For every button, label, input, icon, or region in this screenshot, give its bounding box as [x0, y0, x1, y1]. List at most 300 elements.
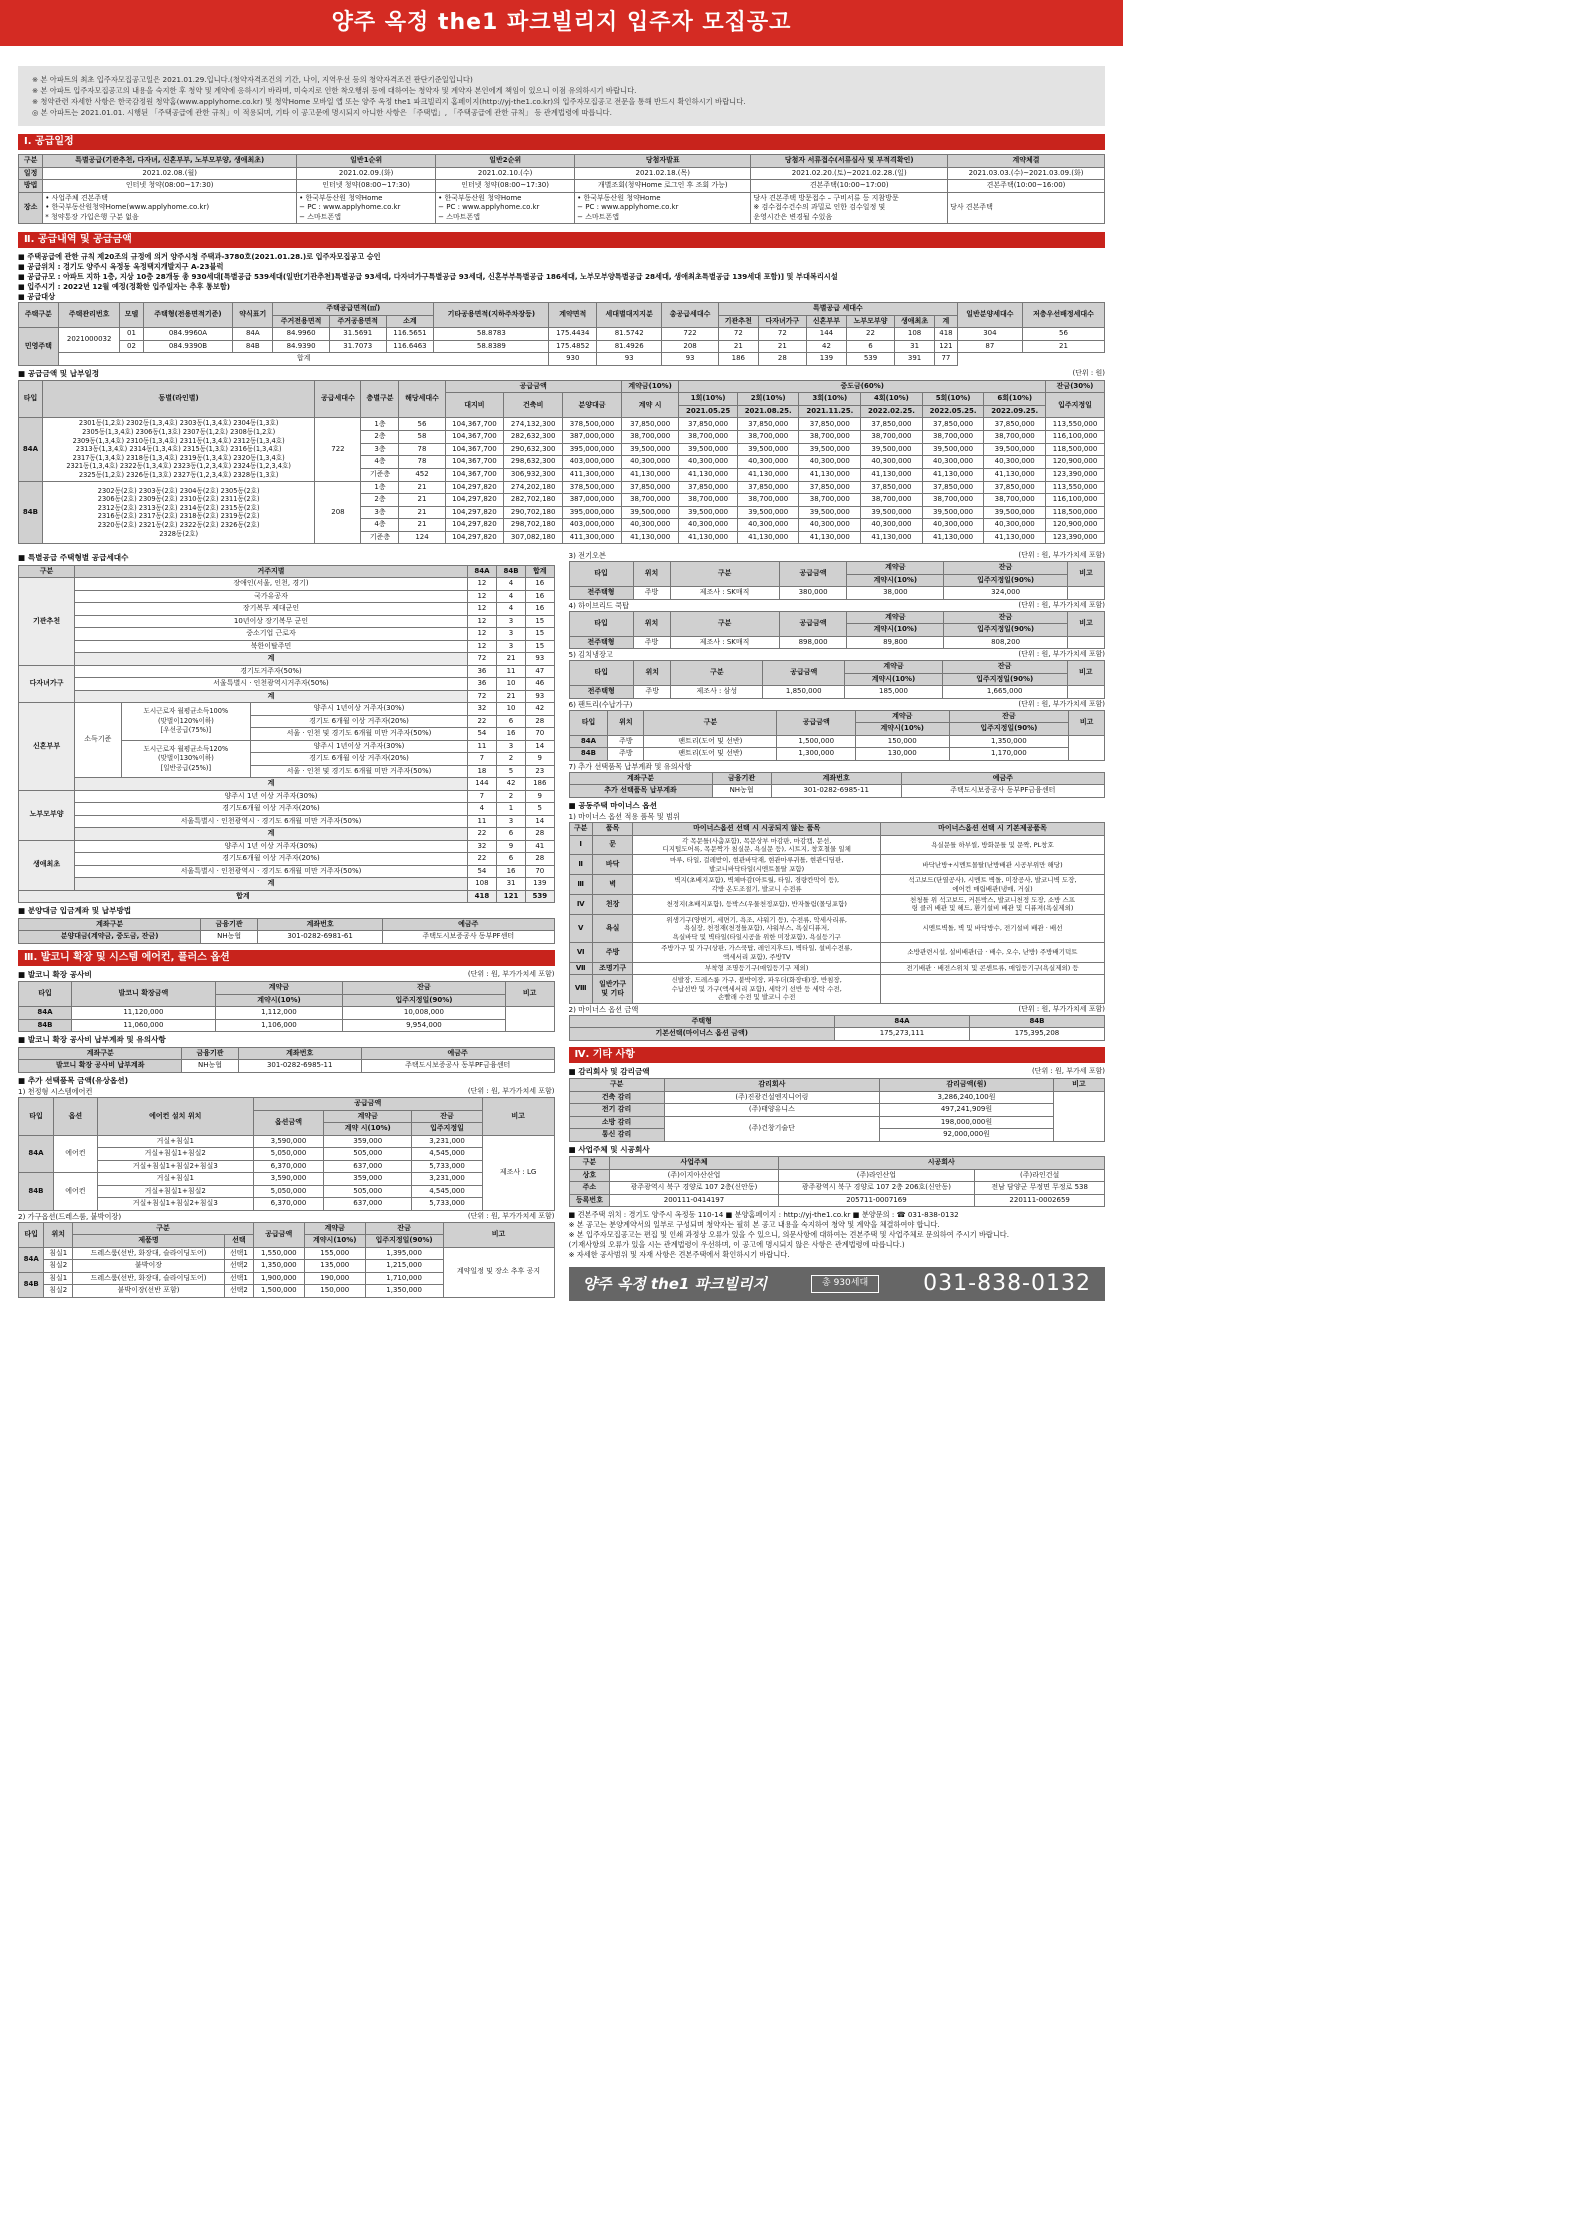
table-cell: 타입	[19, 1098, 54, 1136]
table-cell: (주)건창기술단	[664, 1116, 879, 1141]
table-cell: 084.9960A	[143, 328, 233, 341]
cooktop-title: 4) 하이브리드 쿡탑 (단위 : 원, 부가가치세 포함)	[568, 600, 1105, 610]
table-row	[19, 678, 555, 691]
table-cell: 생애최초	[895, 315, 935, 328]
table-cell: 계약금	[847, 562, 944, 575]
table-cell: 16	[526, 590, 554, 603]
table-cell: NH농협	[201, 931, 258, 944]
table-cell: 41,130,000	[922, 531, 984, 544]
table-cell: 계약시(10%)	[855, 723, 949, 736]
table-row	[569, 855, 1105, 875]
table-row	[569, 1079, 1105, 1092]
table-cell: 대지비	[445, 393, 504, 418]
table-cell: 539	[846, 353, 894, 366]
table-cell: 3,286,240,100원	[880, 1091, 1054, 1104]
table-cell: 301-0282-6985-11	[771, 785, 901, 798]
table-row	[569, 686, 1105, 699]
table-cell: 인터넷 청약(08:00~17:30)	[297, 180, 436, 193]
table-cell: 일반분양세대수	[957, 303, 1022, 328]
table-cell: 72	[467, 653, 496, 666]
aircon-table	[18, 1097, 555, 1211]
table-cell: 입주지정일	[1046, 393, 1105, 418]
table-cell: 1층	[361, 481, 399, 494]
table-cell: 소방관련시설, 설비배관(급 · 배수, 오수, 난방) 주방배기덕트	[881, 943, 1105, 963]
pantry-table	[569, 710, 1106, 761]
table-cell: 비고	[1053, 1079, 1104, 1092]
table-cell: 1층	[361, 418, 399, 431]
table-cell: 70	[526, 728, 554, 741]
table-cell: 301-0282-6981-61	[258, 931, 383, 944]
table-cell: 39,500,000	[679, 506, 737, 519]
table-cell: 모델	[120, 303, 143, 328]
table-cell: 6	[497, 828, 526, 841]
table-cell: 품목	[592, 823, 632, 836]
table-cell	[1067, 636, 1104, 649]
table-cell: 벽지(초배지포함), 벽체마감(아트월, 타일, 경량칸막이 등), 각방 온도조절기, 발코니 수전류	[633, 875, 881, 895]
table-cell: 175.4434	[549, 328, 597, 341]
table-row	[19, 840, 555, 853]
table-cell: 84A	[19, 418, 43, 481]
table-cell: 통신 감리	[569, 1129, 664, 1142]
table-cell: 637,000	[324, 1198, 412, 1211]
table-cell: 21	[758, 340, 806, 353]
phone-number: 031-838-0132	[923, 1271, 1091, 1297]
table-cell: 소계	[386, 315, 434, 328]
table-cell: 구분	[569, 1157, 610, 1170]
table-cell: 공급금액	[445, 380, 621, 393]
table-cell: 팬트리(도어 및 선반)	[644, 748, 777, 761]
table-cell: 41,130,000	[922, 468, 984, 481]
table-cell: 198,000,000원	[880, 1116, 1054, 1129]
table-cell: 2021.02.20.(토)~2021.02.28.(일)	[751, 167, 948, 180]
table-cell: 01	[120, 328, 143, 341]
table-cell: 구분	[644, 710, 777, 735]
table-cell: 거주지별	[75, 565, 468, 578]
table-cell: 39,500,000	[922, 443, 984, 456]
table-cell: 주택공급면적(㎡)	[273, 303, 434, 316]
table-cell: 6	[846, 340, 894, 353]
table-cell: 저층우선배정세대수	[1022, 303, 1104, 328]
table-cell: 인터넷 청약(08:00~17:30)	[436, 180, 575, 193]
table-cell: 주택도시보증공사 동부PF금융센터	[361, 1060, 554, 1073]
table-cell: 개별조회(청약Home 로그인 후 조회 가능)	[575, 180, 751, 193]
table-cell: 306,932,300	[504, 468, 563, 481]
table-cell: 계약금(10%)	[621, 380, 678, 393]
table-cell: 기관추천	[19, 578, 75, 666]
table-row	[19, 653, 555, 666]
table-cell: 위치	[633, 611, 670, 636]
table-cell: 신발장, 드레스룸 가구, 붙박이장, 파우더(화장대)장, 반침장, 수납선반 및 가구(액세서리 포함), 세탁기 선반 등 세탁 수전, 손빨래 수전 및 발코니 수전	[633, 975, 881, 1003]
table-row	[19, 815, 555, 828]
table-cell: 잔금	[944, 562, 1068, 575]
supply-target-table	[18, 302, 1105, 366]
table-cell: 사업주체	[610, 1157, 778, 1170]
table-cell: 282,632,300	[504, 431, 563, 444]
table-cell: 계	[75, 878, 468, 891]
table-cell: 2층	[361, 431, 399, 444]
table-cell: 175,395,208	[969, 1028, 1104, 1041]
table-cell: 290,632,300	[504, 443, 563, 456]
table-cell: 200111-0414197	[610, 1194, 778, 1207]
table-cell: 계약시(10%)	[847, 624, 944, 637]
table-cell: 다자녀가구	[758, 315, 806, 328]
table-cell: 42	[497, 778, 526, 791]
table-row	[569, 975, 1105, 1003]
table-cell: 16	[497, 728, 526, 741]
table-cell: 계약일정 및 장소 추후 공지	[443, 1247, 554, 1297]
table-cell: 계	[75, 778, 468, 791]
table-cell: 2	[497, 790, 526, 803]
option-account-title: 7) 추가 선택품목 납부계좌 및 유의사항	[568, 761, 692, 771]
table-cell: 기타공용면적(지하주차장등)	[434, 303, 549, 328]
table-cell: 22	[467, 853, 496, 866]
table-cell: 290,702,180	[504, 506, 563, 519]
table-cell: 21	[718, 340, 758, 353]
table-cell: 주택형(전용면적기준)	[143, 303, 233, 328]
table-cell: 41,130,000	[799, 531, 861, 544]
table-row	[19, 1185, 555, 1198]
table-cell: 46	[526, 678, 554, 691]
table-cell: 220111-0002659	[975, 1194, 1105, 1207]
table-cell: 208	[315, 481, 361, 544]
table-cell: 31.5691	[329, 328, 386, 341]
balcony-account-table	[18, 1047, 555, 1073]
table-cell: 견본주택(10:00~16:00)	[948, 180, 1105, 193]
table-cell: 118,500,000	[1046, 506, 1105, 519]
table-cell: 합계	[526, 565, 554, 578]
table-cell: 36	[467, 665, 496, 678]
table-row	[569, 611, 1105, 624]
table-cell: 선택2	[224, 1260, 253, 1273]
table-cell: 123,390,000	[1046, 531, 1105, 544]
table-cell: 위생기구(양변기, 세면기, 욕조, 샤워기 등), 수전류, 악세사리류, 욕실장, 천정재(천정틀포함), 샤워부스, 욕실디퓨저, 욕실바닥 및 벽타일(타일시공을 위한 미장포함), 욕실등기구	[633, 914, 881, 942]
table-cell: 36	[467, 678, 496, 691]
table-cell: 116.6463	[386, 340, 434, 353]
table-cell: 418	[935, 328, 958, 341]
table-cell: 천청틀 위 석고보드, 커튼박스, 발코니천정 도장, 소방 스프 링 클러 배관 및 헤드, 환기설비 배관 및 디퓨져(욕실제외)	[881, 895, 1105, 915]
schedule-table	[18, 154, 1105, 224]
table-cell: 석고보드(단열공사), 시멘트 벽돌, 미장공사, 발코니벽 도장, 에어컨 매립배관(냉매, 거실)	[881, 875, 1105, 895]
table-cell: 5회(10%)	[922, 393, 984, 406]
table-cell: 구분	[73, 1222, 254, 1235]
table-cell: 계약금	[324, 1110, 412, 1123]
oven-title: 3) 전기오븐 (단위 : 원, 부가가치세 포함)	[568, 551, 1105, 561]
table-cell: 5,733,000	[412, 1198, 482, 1211]
table-cell: 금융기관	[182, 1047, 238, 1060]
table-cell: 395,000,000	[563, 443, 622, 456]
table-cell: • 사업주체 견본주택 • 한국부동산원청약Home(www.applyhome.co.kr) * 청약통장 가입은행 구분 없음	[43, 192, 297, 224]
table-cell: 서울특별시 · 인천광역시거주자(50%)	[75, 678, 468, 691]
table-cell: 공급금액	[253, 1098, 482, 1111]
table-cell: 41,130,000	[621, 468, 678, 481]
table-cell: 타입	[569, 710, 608, 735]
table-cell: 84A	[233, 328, 273, 341]
table-cell: 비고	[1069, 710, 1105, 735]
table-cell: 전주택형	[569, 686, 634, 699]
section-header-schedule: Ⅰ. 공급일정	[18, 134, 1105, 150]
table-row	[19, 828, 555, 841]
table-cell: 주택도시보증공사 동부PF금융센터	[901, 785, 1104, 798]
table-row	[19, 1148, 555, 1161]
table-cell: 38,700,000	[621, 494, 678, 507]
table-cell: 입주지정일(90%)	[365, 1235, 443, 1248]
table-cell: 2021.03.03.(수)~2021.03.09.(화)	[948, 167, 1105, 180]
table-cell: 광주광역시 북구 경양로 107 2층(신안동)	[610, 1182, 778, 1195]
table-cell: 신혼부부	[19, 703, 75, 791]
table-cell: 298,632,300	[504, 456, 563, 469]
option-title: ■ 추가 선택품목 금액(유상옵션)	[18, 1075, 129, 1085]
table-cell: 1,665,000	[942, 686, 1067, 699]
minus-price-table	[569, 1015, 1106, 1041]
table-cell: 58	[399, 431, 445, 444]
table-cell: 특별공급 세대수	[718, 303, 957, 316]
table-cell: 116.5651	[386, 328, 434, 341]
table-cell: 부착형 조명등기구(매입등기구 제외)	[633, 962, 881, 975]
option-account-table	[569, 772, 1106, 798]
table-cell: 위치	[44, 1222, 73, 1247]
table-cell: • 한국부동산원 청약Home − PC : www.applyhome.co.kr − 스마트폰앱	[297, 192, 436, 224]
table-cell: 계좌번호	[771, 772, 901, 785]
table-cell: 38,700,000	[922, 494, 984, 507]
table-cell: 시멘트벽돌, 벽 및 바닥방수, 전기설비 배관 · 배선	[881, 914, 1105, 942]
table-cell: 천정지(초배지포함), 등박스(우물천정포함), 반자돌림(몰딩포함)	[633, 895, 881, 915]
table-row	[569, 1169, 1105, 1182]
table-cell: 2022.05.25.	[922, 405, 984, 418]
table-cell: 02	[120, 340, 143, 353]
table-cell: 3	[497, 640, 526, 653]
table-cell: 304	[957, 328, 1022, 341]
table-cell: 77	[935, 353, 958, 366]
table-cell: 노부모부양	[19, 790, 75, 840]
table-cell: 계좌구분	[19, 1047, 182, 1060]
table-cell: 378,500,000	[563, 418, 622, 431]
table-cell: 175,273,111	[834, 1028, 969, 1041]
table-cell: 14	[526, 740, 554, 753]
kimchi-table	[569, 660, 1106, 699]
table-cell: 12	[467, 603, 496, 616]
table-cell: 84A	[834, 1015, 969, 1028]
table-cell: 38,700,000	[799, 431, 861, 444]
table-cell: 6	[497, 715, 526, 728]
table-cell: 잔금(30%)	[1046, 380, 1105, 393]
table-cell: 다자녀가구	[19, 665, 75, 703]
table-cell: 84A	[569, 735, 608, 748]
table-row	[569, 914, 1105, 942]
table-cell: 계약시(10%)	[215, 994, 342, 1007]
price-title: ■ 공급금액 및 납부일정 (단위 : 원)	[18, 368, 1105, 378]
info-line: ■ 공급규모 : 아파트 지하 1층, 지상 10층 28개동 총 930세대[특별공급 539세대(일반[기관추천]특별공급 93세대, 다자녀가구특별공급 93세대, 신혼부부특별공급 186세대, 노부모부양특별공급 28세대, 생애최초특별공급 139세대 포함)] 및 부대복리시설	[18, 272, 838, 281]
table-row	[569, 1015, 1105, 1028]
table-cell: 타입	[19, 380, 43, 418]
table-cell: 47	[526, 665, 554, 678]
table-row	[19, 192, 1105, 224]
table-cell: 4	[497, 590, 526, 603]
table-cell: 10년이상 장기복무 군인	[75, 615, 468, 628]
table-cell: 391	[895, 353, 935, 366]
table-cell: 539	[526, 890, 554, 903]
table-cell: 139	[807, 353, 847, 366]
minus-option-sub1: 1) 마이너스 옵션 적용 품목 및 범위	[568, 812, 680, 822]
table-cell: 40,300,000	[984, 519, 1046, 532]
table-cell: 10,008,000	[343, 1007, 506, 1020]
table-cell: 38,700,000	[679, 494, 737, 507]
table-cell: 58.8783	[434, 328, 549, 341]
table-cell: 잔금	[412, 1110, 482, 1123]
contact-line: ■ 견본주택 위치 : 경기도 양주시 옥정동 110-14 ■ 분양홈페이지 : http://yj-the1.co.kr ■ 분양문의 : ☎ 031-838-0132	[568, 1210, 959, 1220]
table-cell: 37,850,000	[621, 418, 678, 431]
table-cell: 주택구분	[19, 303, 59, 328]
table-cell: 84B	[19, 1173, 54, 1211]
table-cell: 잔금	[365, 1222, 443, 1235]
table-cell: 2021.02.09.(화)	[297, 167, 436, 180]
table-cell: 당사 견본주택	[948, 192, 1105, 224]
table-cell: 계	[75, 653, 468, 666]
table-cell: 108	[895, 328, 935, 341]
table-cell: 39,500,000	[621, 506, 678, 519]
table-cell: 5,733,000	[412, 1160, 482, 1173]
notice-line: ※ 본 아파트의 최초 입주자모집공고일은 2021.01.29.입니다.(청약자격조건의 기간, 나이, 지역우선 등의 청약자격조건 판단기준일입니다)	[32, 75, 473, 84]
table-cell: 구분	[569, 1079, 664, 1092]
table-cell: 93	[526, 690, 554, 703]
table-cell: 28	[526, 828, 554, 841]
table-cell: 동별(라인별)	[42, 380, 314, 418]
table-cell: 39,500,000	[861, 443, 923, 456]
table-row	[19, 1247, 555, 1260]
table-cell: 주거전용면적	[273, 315, 330, 328]
minus-option-title: ■ 공동주택 마이너스 옵션	[568, 800, 657, 810]
table-cell: 해당세대수	[399, 380, 445, 418]
table-cell: 84B	[19, 1019, 72, 1032]
table-cell: 계약금	[845, 661, 943, 674]
table-cell: 생애최초	[19, 840, 75, 890]
table-cell: 15	[526, 640, 554, 653]
table-cell: 금융기관	[712, 772, 771, 785]
table-cell: 40,300,000	[922, 519, 984, 532]
table-row	[569, 875, 1105, 895]
table-cell: 39,500,000	[984, 443, 1046, 456]
table-cell: 84B	[969, 1015, 1104, 1028]
table-cell: 21	[399, 519, 445, 532]
table-cell: 감리회사	[664, 1079, 879, 1092]
table-row	[19, 380, 1105, 393]
table-cell: 22	[846, 328, 894, 341]
page-title: 양주 옥정 the1 파크빌리지 입주자 모집공고	[0, 0, 1123, 46]
table-cell: 비고	[505, 982, 554, 1007]
table-cell: 1,300,000	[777, 748, 855, 761]
table-cell: 41,130,000	[679, 468, 737, 481]
table-row	[19, 865, 555, 878]
table-cell: 282,702,180	[504, 494, 563, 507]
table-cell: 등록번호	[569, 1194, 610, 1207]
table-cell: 장애인(서울, 인천, 경기)	[75, 578, 468, 591]
table-row	[569, 587, 1105, 600]
table-cell: 40,300,000	[737, 456, 799, 469]
table-cell: 39,500,000	[861, 506, 923, 519]
section-header-options: Ⅲ. 발코니 확장 및 시스템 에어컨, 플러스 옵션	[18, 950, 555, 966]
table-cell: 37,850,000	[737, 481, 799, 494]
table-cell: 상호	[569, 1169, 610, 1182]
table-cell: 186	[718, 353, 758, 366]
table-cell: 41,130,000	[984, 531, 1046, 544]
table-row	[569, 943, 1105, 963]
table-cell: 21	[399, 506, 445, 519]
table-cell: 계좌번호	[258, 918, 383, 931]
table-cell: 104,297,820	[445, 494, 504, 507]
table-row	[19, 853, 555, 866]
table-cell: 마이너스옵션 선택 시 기본제공품목	[881, 823, 1105, 836]
table-cell: 3,231,000	[412, 1135, 482, 1148]
table-cell: 12	[467, 590, 496, 603]
table-cell: 계	[75, 828, 468, 841]
table-cell: 잔금	[343, 982, 506, 995]
table-row	[569, 772, 1105, 785]
table-cell: 입주지정일(90%)	[944, 574, 1068, 587]
table-cell: Ⅰ	[569, 835, 592, 855]
table-cell: 견본주택(10:00~17:00)	[751, 180, 948, 193]
table-cell: 39,500,000	[922, 506, 984, 519]
table-cell: 추가 선택품목 납부계좌	[569, 785, 712, 798]
table-cell: 21	[497, 653, 526, 666]
info-line: ■ 주택공급에 관한 규칙 제20조의 규정에 의거 양주시청 주택과-3780호(2021.01.28.)로 입주자모집공고 승인	[18, 252, 381, 261]
table-cell: 에어컨	[53, 1135, 97, 1173]
table-cell: 장소	[19, 192, 43, 224]
table-cell: 5,050,000	[253, 1148, 323, 1161]
table-cell: Ⅳ	[569, 895, 592, 915]
table-cell: 39,500,000	[799, 506, 861, 519]
balcony-table	[18, 981, 555, 1032]
table-cell: 예금주	[383, 918, 554, 931]
table-cell: 93	[526, 653, 554, 666]
table-cell: 722	[662, 328, 719, 341]
kimchi-title: 5) 김치냉장고 (단위 : 원, 부가가치세 포함)	[568, 650, 1105, 660]
table-cell: Ⅶ	[569, 962, 592, 975]
cooktop-table	[569, 611, 1106, 650]
table-row	[19, 1198, 555, 1211]
table-cell: 81.5742	[597, 328, 662, 341]
table-row	[569, 1116, 1105, 1129]
table-cell: 2021000032	[58, 328, 120, 353]
table-cell: 기본선택(마이너스 옵션 금액)	[569, 1028, 834, 1041]
table-cell: 기준층	[361, 531, 399, 544]
table-cell: 기준층	[361, 468, 399, 481]
table-cell: 계	[75, 690, 468, 703]
table-cell: 소득기준	[75, 703, 121, 778]
table-cell: 제조사 : LG	[482, 1135, 554, 1210]
table-row	[569, 1194, 1105, 1207]
table-cell: 116,100,000	[1046, 494, 1105, 507]
table-cell: 2021.02.10.(수)	[436, 167, 575, 180]
table-cell: 37,850,000	[679, 418, 737, 431]
table-cell: 11	[467, 815, 496, 828]
table-cell: 104,297,820	[445, 519, 504, 532]
table-cell: 5	[526, 803, 554, 816]
table-row	[19, 565, 555, 578]
table-cell: 116,100,000	[1046, 431, 1105, 444]
table-cell: 주방	[592, 943, 632, 963]
table-cell: 16	[526, 578, 554, 591]
table-cell: 38,700,000	[799, 494, 861, 507]
table-cell: 84.9960	[273, 328, 330, 341]
table-cell: 합계	[19, 890, 468, 903]
table-cell: 2302동(2호) 2303동(2호) 2304동(2호) 2305동(2호) 2306동(2호) 2309동(2호) 2310동(2호) 2311동(2호) 2312동(2호) 2313동(2호) 2314동(2호) 2315동(2호) 2316동(2호) 2317동(2호) 2318동(2호) 2319동(2호) 2320동(2호) 2321동(2호) 2322동(2호) 2326동(2호) 2328동(2호)	[42, 481, 314, 544]
table-cell: 구분	[671, 661, 763, 686]
table-cell: 16	[497, 865, 526, 878]
table-row	[569, 1182, 1105, 1195]
table-cell	[1053, 1091, 1104, 1141]
table-cell: 5,050,000	[253, 1185, 323, 1198]
table-cell: 38,700,000	[737, 494, 799, 507]
table-cell: 15	[526, 615, 554, 628]
